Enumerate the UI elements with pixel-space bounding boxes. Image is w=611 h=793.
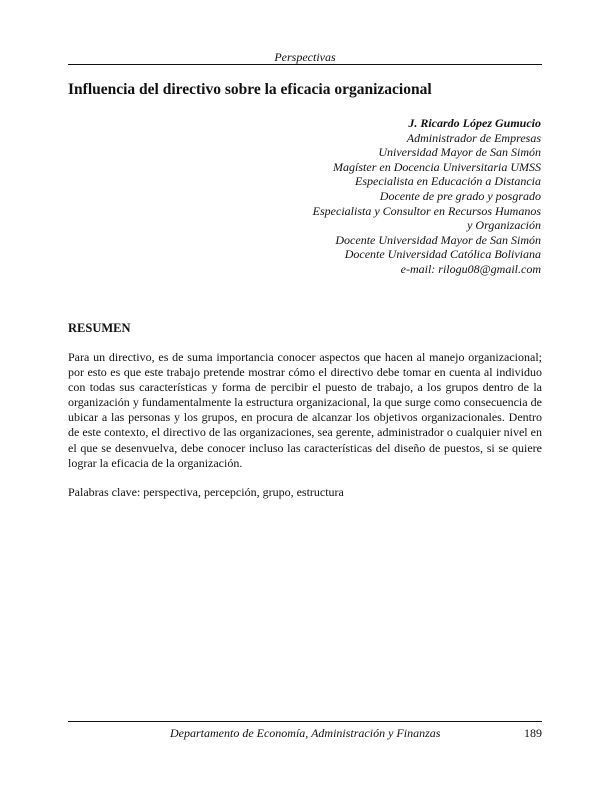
author-credential: Universidad Mayor de San Simón <box>378 145 541 160</box>
article-title: Influencia del directivo sobre la eficacia organizacional <box>68 81 432 98</box>
author-email: e-mail: rilogu08@gmail.com <box>400 261 541 276</box>
author-credential: Especialista en Educación a Distancia <box>355 174 541 189</box>
footer-rule <box>68 721 542 722</box>
author-credential: Docente de pre grado y posgrado <box>379 188 541 203</box>
author-credential: Administrador de Empresas <box>406 130 541 145</box>
abstract-paragraph: Para un directivo, es de suma importancia conocer aspectos que hacen al manejo organizacional; por esto es que este trabajo pretende mostrar cómo el directivo debe tomar en cuenta al individuo con todas sus características y forma de percibir el puesto de trabajo, a los grupos dentro de la organización y fundamentalmente la estructura organizacional, la que surge como consecuencia de ubicar a las personas y los grupos, en procura de alcanzar los objetivos organizacionales. Dentro de este contexto, el directivo de las organizaciones, sea gerente, administrador o cualquier nivel en el que se desenvuelva, debe conocer incluso las características del diseño de puestos, si se quiere lograr la eficacia de la organización. <box>68 350 542 470</box>
author-credential: Docente Universidad Mayor de San Simón <box>335 232 541 247</box>
abstract-heading: RESUMEN <box>68 321 131 335</box>
author-credential: y Organización <box>467 218 541 233</box>
author-credential: Docente Universidad Católica Boliviana <box>344 247 541 262</box>
author-name: J. Ricardo López Gumucio <box>408 116 541 130</box>
keywords: Palabras clave: perspectiva, percepción, grupo, estructura <box>68 485 344 499</box>
author-credential: Magíster en Docencia Universitaria UMSS <box>333 159 541 174</box>
footer-department: Departamento de Economía, Administración y Finanzas <box>170 726 441 740</box>
author-credential: Especialista y Consultor en Recursos Humanos <box>312 203 541 218</box>
page-number: 189 <box>524 726 542 740</box>
author-block <box>200 116 541 277</box>
header-rule <box>68 64 542 65</box>
running-header: Perspectivas <box>274 50 336 64</box>
